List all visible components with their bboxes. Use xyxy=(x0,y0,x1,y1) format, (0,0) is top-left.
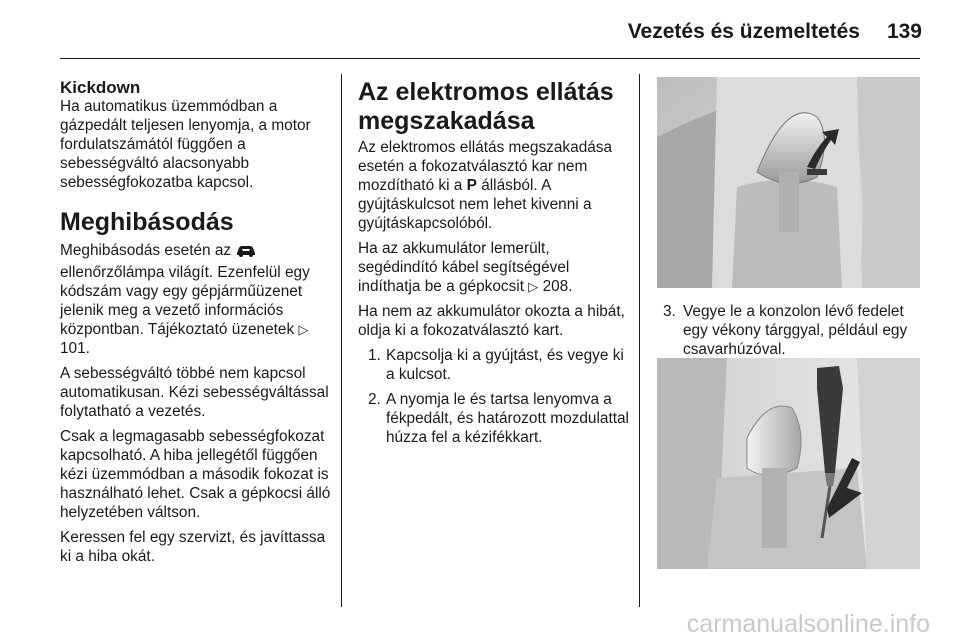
step-text: Kapcsolja ki a gyújtást, és vegye ki a kulcsot. xyxy=(386,347,624,383)
column-divider-right xyxy=(639,74,640,607)
step-text: Vegye le a konzolon lévő fedelet egy vékony tárggyal, például egy csavarhúzóval. xyxy=(683,303,908,358)
screwdriver-console-photo xyxy=(657,358,920,569)
column-divider-left xyxy=(341,74,342,607)
power-failure-paragraph-1 xyxy=(358,138,630,233)
fault-p1-ref: 101. xyxy=(60,340,90,357)
p2-ref: 208. xyxy=(542,278,573,295)
power-failure-paragraph-3: Ha nem az akkumulátor okozta a hibát, oldja ki a fokozatválasztó kart. xyxy=(358,303,625,339)
right-column-step xyxy=(663,302,925,365)
fault-paragraph-2: A sebességváltó többé nem kapcsol automatikusan. Kézi sebességváltással folytatható a vezetés. xyxy=(60,365,329,420)
left-column xyxy=(60,78,332,572)
kickdown-heading: Kickdown xyxy=(60,78,141,97)
p2-text: Ha az akkumulátor lemerült, segédindító kábel segítségével indíthatja be a gépkocsit xyxy=(358,240,570,295)
steps-list xyxy=(358,346,630,447)
power-failure-paragraph-2 xyxy=(358,239,630,296)
list-item xyxy=(358,346,630,384)
gear-selector-photo xyxy=(657,77,920,288)
fault-paragraph-1 xyxy=(60,241,332,358)
triangle-ref-icon: ▷ xyxy=(298,322,309,337)
fault-paragraph-4: Keressen fel egy szervizt, és javíttassa ki a hiba okát. xyxy=(60,529,326,565)
list-item xyxy=(663,302,925,359)
watermark-text: carmanualsonline.info xyxy=(686,610,930,638)
fault-p1-start: Meghibásodás esetén az xyxy=(60,242,232,259)
car-gearbox-warning-icon xyxy=(235,244,257,263)
step-text: A nyomja le és tartsa lenyomva a fékpedált, és határozott mozdulattal húzza fel a kézifékkart. xyxy=(386,391,629,446)
fault-heading: Meghibásodás xyxy=(60,208,234,236)
running-header-title: Vezetés és üzemeltetés xyxy=(627,20,860,43)
list-item xyxy=(358,390,630,447)
header-rule xyxy=(60,58,920,59)
fault-paragraph-3: Csak a legmagasabb sebességfokozat kapcsolható. A hiba jellegétől függően kézi üzemmódban a második fokozat is használható lehet. Csak a gépkocsi álló helyzetében váltson. xyxy=(60,428,331,521)
p1-bold-position: P xyxy=(466,177,477,194)
fault-p1-rest: ellenőrzőlámpa világít. Ezenfelül egy kódszám vagy egy gépjárműüzenet jelenik meg a vezető információs központban. Tájékoztató üzenetek xyxy=(60,264,310,338)
triangle-ref-icon: ▷ xyxy=(528,279,539,294)
power-failure-heading: Az elektromos ellátás megszakadása xyxy=(358,78,614,135)
step-number: 2. xyxy=(368,391,381,408)
p1-text-end: állásból. A gyújtáskulcsot nem lehet kivenni a gyújtáskapcsolóból. xyxy=(358,177,592,232)
middle-column xyxy=(358,78,630,453)
step-number: 3. xyxy=(663,303,676,320)
kickdown-text: Ha automatikus üzemmódban a gázpedált teljesen lenyomja, a motor fordulatszámától függően a sebességváltó alacsonyabb sebességfokozatba kapcsol. xyxy=(60,98,311,191)
step-number: 1. xyxy=(368,347,381,364)
p1-text-start: Az elektromos ellátás megszakadása esetén a fokozatválasztó kar nem mozdítható ki a xyxy=(358,139,613,194)
page-number: 139 xyxy=(886,20,922,43)
